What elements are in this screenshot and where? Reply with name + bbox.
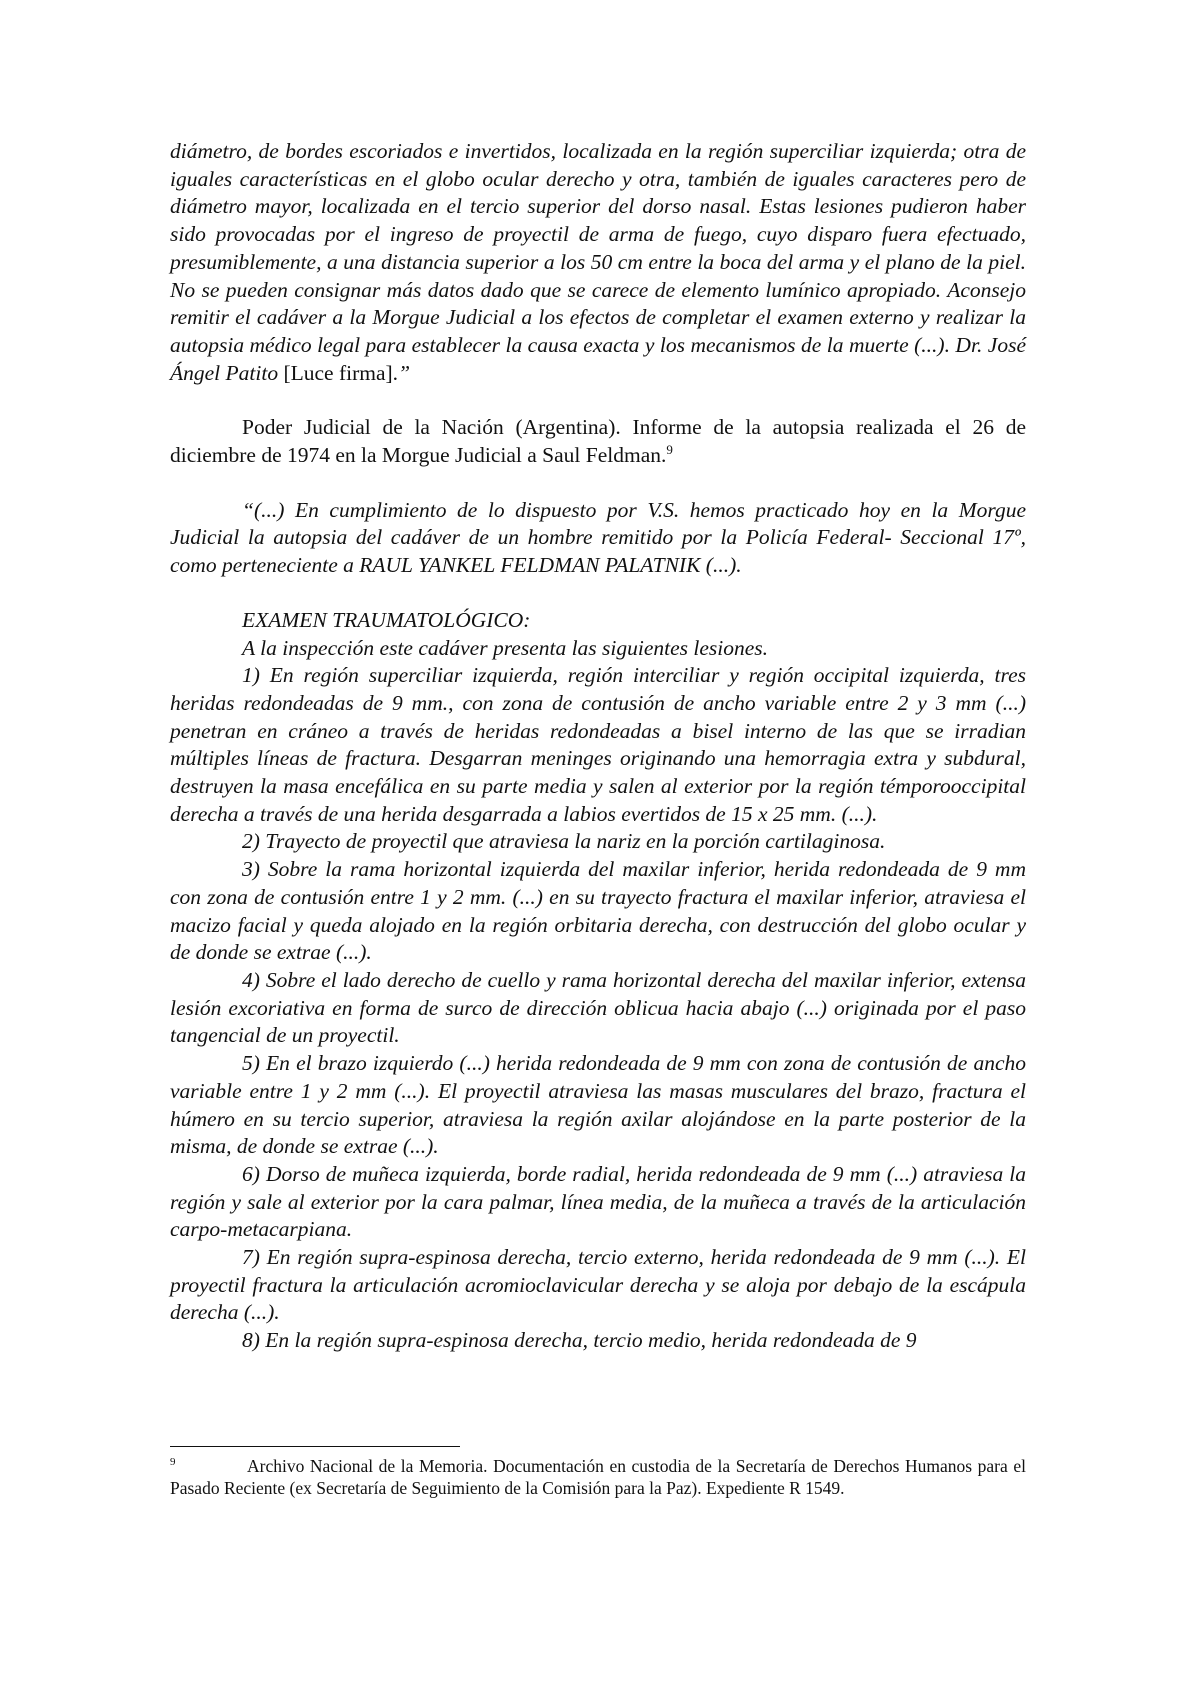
paragraph-gap xyxy=(170,387,1026,414)
lesion-item-2: 2) Trayecto de proyectil que atraviesa la nariz en la porción cartilaginosa. xyxy=(242,829,886,854)
paragraph-italic-text: diámetro, de bordes escoriados e invertidos, localizada en la región superciliar izquierda; otra de iguales características en el globo ocular derecho y otra, también de iguales caracteres pero de diámetro mayor, localizada en el tercio superior del dorso nasal. Estas lesiones pudieron haber sido provocadas por el ingreso de proyectil de arma de fuego, cuyo disparo fuera efectuado, presumiblemente, a una distancia superior a los 50 cm entre la boca del arma y el plano de la piel. No se pueden consignar más datos dado que se carece de elemento lumínico apropiado. Aconsejo remitir el cadáver a la Morgue Judicial a los efectos de completar el examen externo y realizar la autopsia médico legal para establecer la causa exacta y los mecanismos de la muerte (...). Dr. José Ángel Patito xyxy=(170,139,1026,385)
lesion-item-3: 3) Sobre la rama horizontal izquierda del maxilar inferior, herida redondeada de 9 mm con zona de contusión entre 1 y 2 mm. (...) en su trayecto fractura el maxilar inferior, atraviesa el macizo facial y queda alojado en la región orbitaria derecha, con destrucción del globo ocular y de donde se extrae (...). xyxy=(170,857,1026,965)
paragraph-quote-opening: “(...) En cumplimiento de lo dispuesto por V.S. hemos practicado hoy en la Morgue Judicial la autopsia del cadáver de un hombre remitido por la Policía Federal- Seccional 17º, como perteneciente a RAUL YANKEL FELDMAN PALATNIK (...). xyxy=(170,497,1026,578)
lesion-item-7: 7) En región supra-espinosa derecha, tercio externo, herida redondeada de 9 mm (...). El proyectil fractura la articulación acromioclavicular derecha y se aloja por debajo de la escápula derecha (...). xyxy=(170,1245,1026,1325)
lesion-item-5: 5) En el brazo izquierdo (...) herida redondeada de 9 mm con zona de contusión de ancho variable entre 1 y 2 mm (...). El proyectil atraviesa las masas musculares del brazo, fractura el húmero en su tercio superior, atraviesa la región axilar alojándose en la parte posterior de la misma, de donde se extrae (...). xyxy=(170,1051,1026,1159)
section-intro: A la inspección este cadáver presenta las siguientes lesiones. xyxy=(242,635,769,660)
section-heading: EXAMEN TRAUMATOLÓGICO: xyxy=(242,607,531,632)
lesion-item-4: 4) Sobre el lado derecho de cuello y rama horizontal derecha del maxilar inferior, extensa lesión excoriativa en forma de surco de dirección oblicua hacia abajo (...) originada por el paso tangencial de un proyectil. xyxy=(170,967,1026,1048)
paragraph-gap xyxy=(170,470,1026,497)
paragraph-gap xyxy=(170,580,1026,607)
footnote-reference[interactable]: 9 xyxy=(666,441,673,457)
lesion-item-8: 8) En la región supra-espinosa derecha, tercio medio, herida redondeada de 9 xyxy=(242,1328,917,1353)
paragraph-normal-text: [Luce firma]. xyxy=(278,360,399,385)
paragraph-autopsy-report-intro xyxy=(170,414,1026,469)
paragraph-text: Poder Judicial de la Nación (Argentina). Informe de la autopsia realizada el 26 de diciembre de 1974 en la Morgue Judicial a Saul Feldman. xyxy=(170,415,1026,468)
lesion-item-1: 1) En región superciliar izquierda, región interciliar y región occipital izquierda, tres heridas redondeadas de 9 mm., con zona de contusión de ancho variable entre 2 y 3 mm (...) penetran en cráneo a través de heridas redondeadas a bisel interno de las que se irradian múltiples líneas de fractura. Desgarran meninges originando una hemorragia extra y subdural, destruyen la masa encefálica en su parte media y salen al exterior por la región témporooccipital derecha a través de una herida desgarrada a labios evertidos de 15 x 25 mm. (...). xyxy=(170,663,1026,826)
document-body xyxy=(170,138,1026,1355)
closing-quote: ” xyxy=(398,360,411,385)
lesion-item-6: 6) Dorso de muñeca izquierda, borde radial, herida redondeada de 9 mm (...) atraviesa la región y sale al exterior por la cara palmar, línea media, de la muñeca a través de la articulación carpo-metacarpiana. xyxy=(170,1161,1026,1242)
footnote-text: Archivo Nacional de la Memoria. Documentación en custodia de la Secretaría de Derechos Humanos para el Pasado Reciente (ex Secretaría de Seguimiento de la Comisión para la Paz). Expediente R 1549. xyxy=(170,1456,1026,1498)
footnote: 9 Archivo Nacional de la Memoria. Documentación en custodia de la Secretaría de Derechos Humanos para el Pasado Reciente (ex Secretaría de Seguimiento de la Comisión para la Paz). Expediente R 1549. xyxy=(170,1456,1026,1498)
paragraph-continuation xyxy=(170,138,1026,387)
footnote-divider xyxy=(170,1446,460,1447)
